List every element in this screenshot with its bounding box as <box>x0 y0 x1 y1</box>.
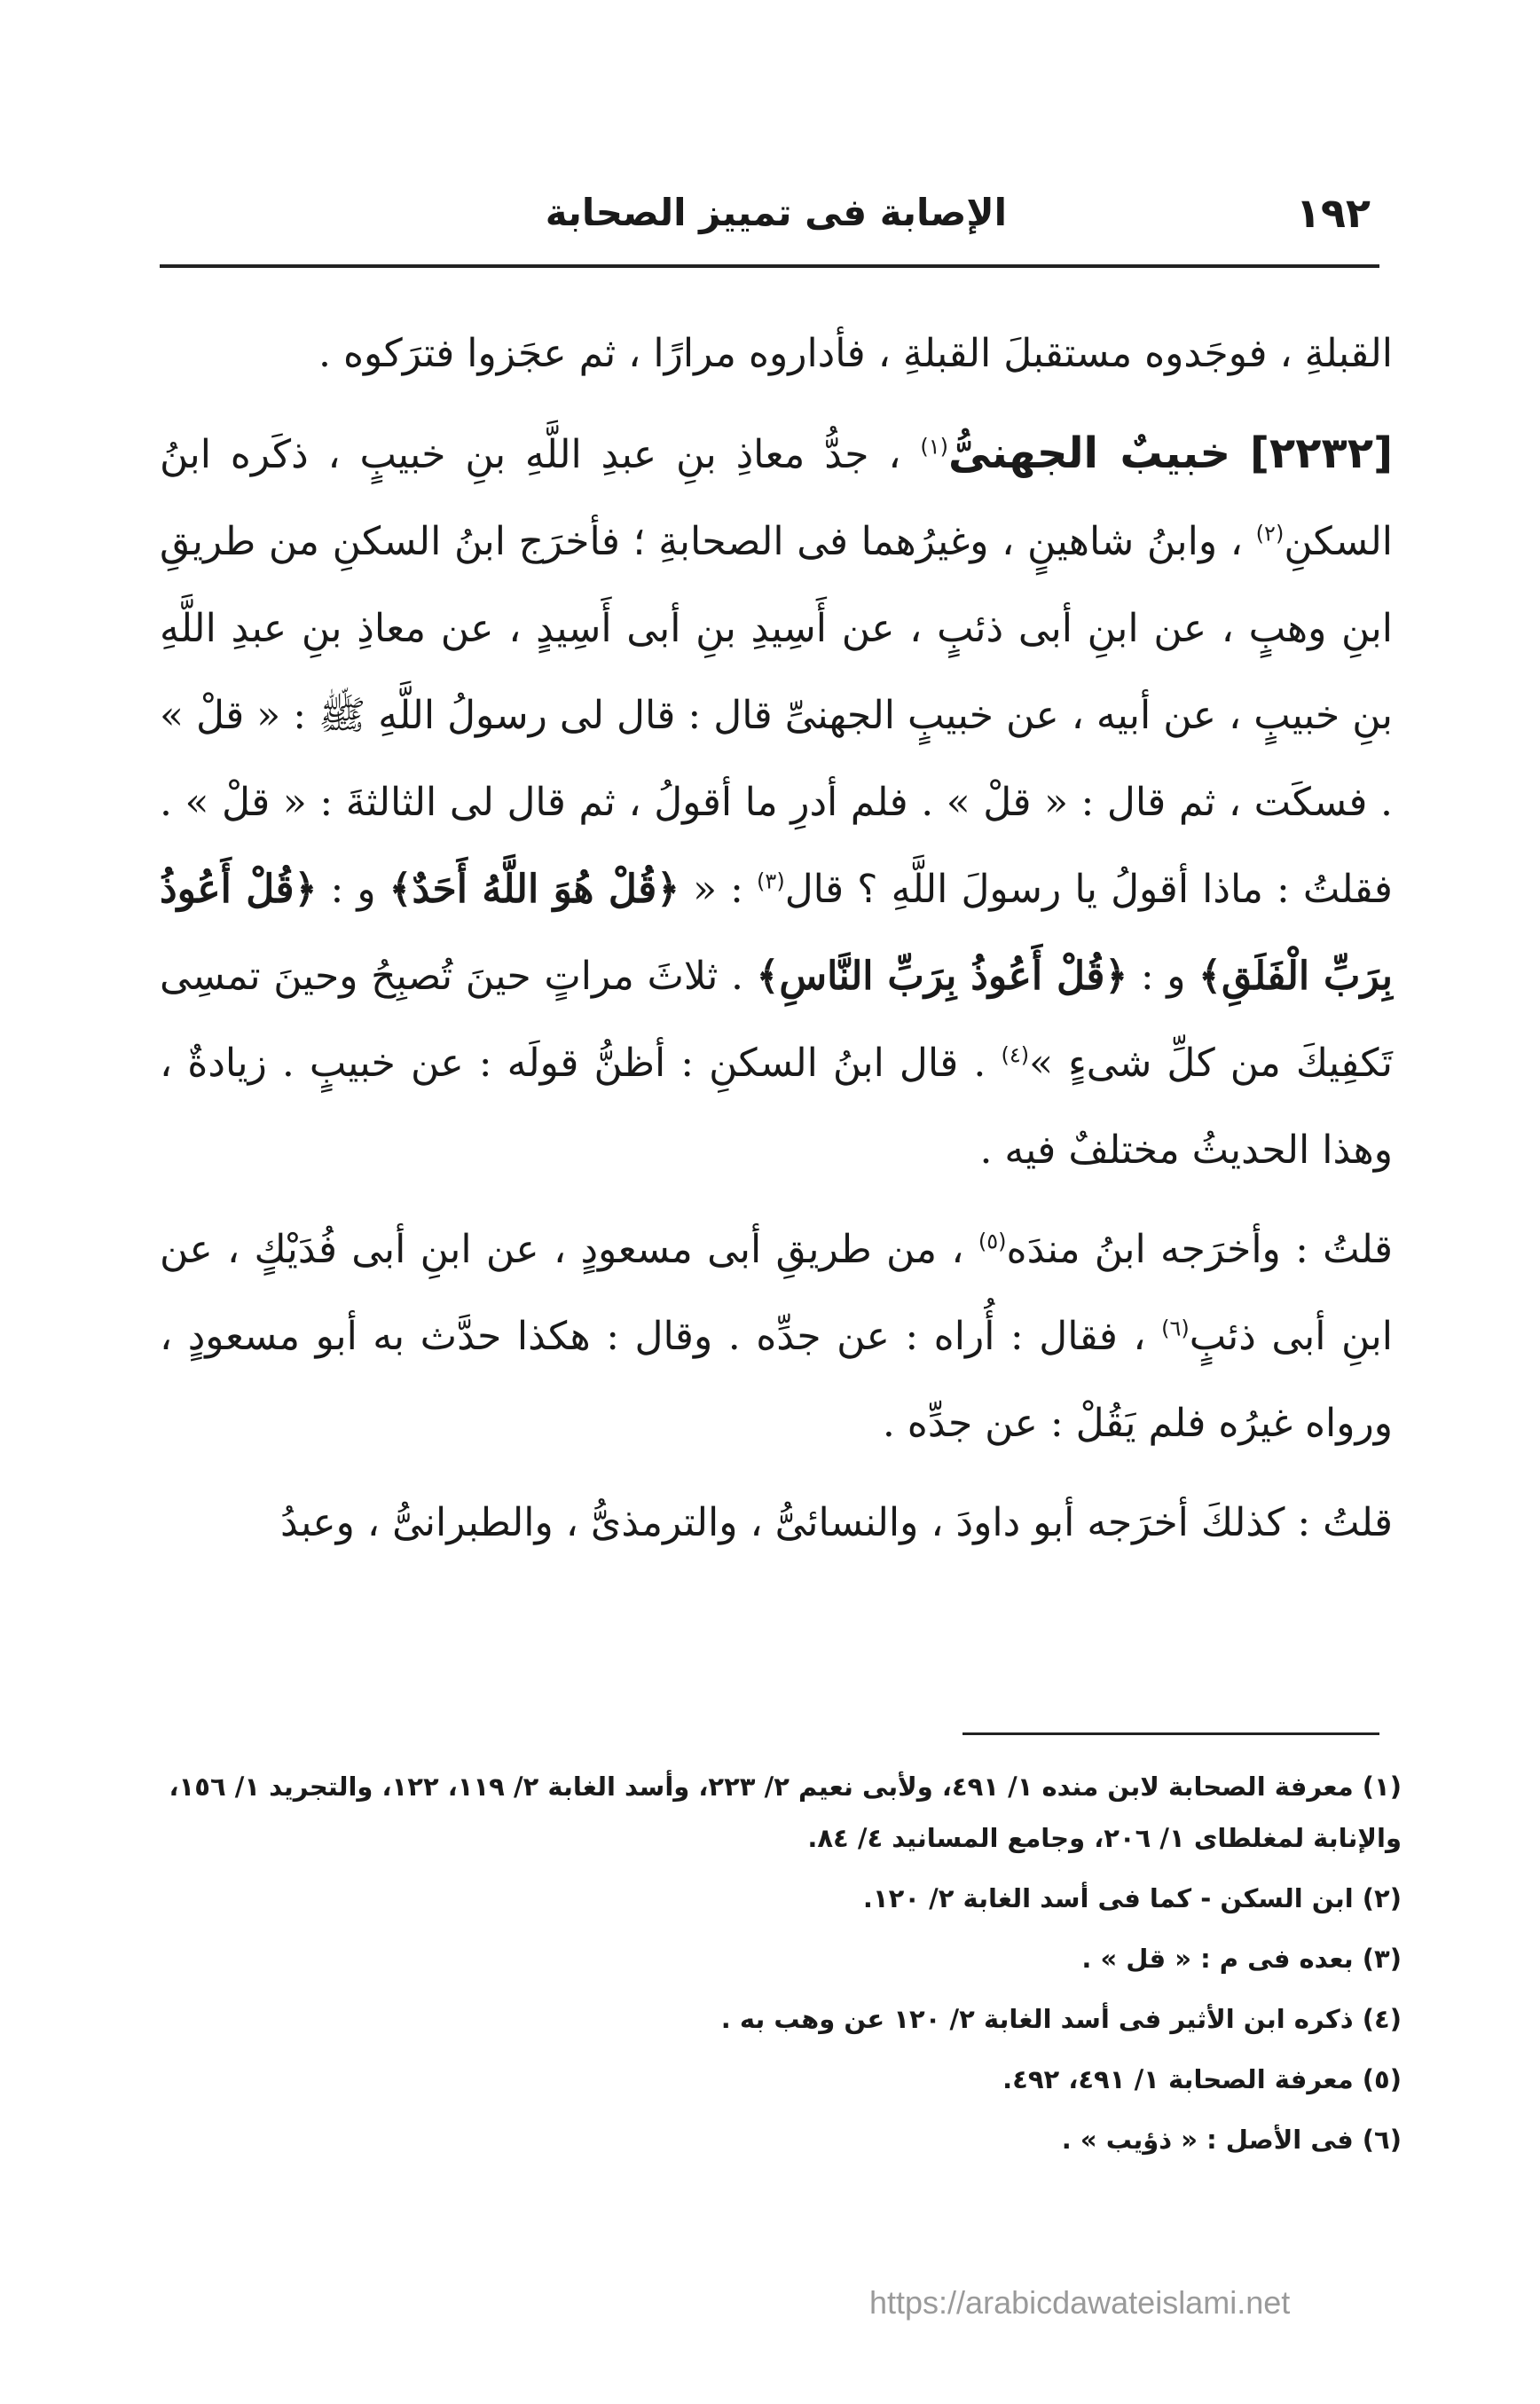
footnote-rule <box>962 1732 1379 1735</box>
footnote-1: (١) معرفة الصحابة لابن منده ١/ ٤٩١، ولأبى نعيم ٢/ ٢٢٣، وأسد الغابة ٢/ ١١٩، ١٢٢، والتجريد ١/ ١٥٦، والإنابة لمغلطاى ١/ ٢٠٦، وجامع المسانيد ٤/ ٨٤. <box>169 1772 1402 1853</box>
entry-name: خبيبٌ الجهنىُّ <box>948 428 1231 478</box>
footnote-3: (٣) بعده فى م : « قل » . <box>1081 1944 1402 1974</box>
paragraph-2-text-b: ، وابنُ شاهينٍ ، وغيرُهما فى الصحابةِ ؛ فأخرَج ابنُ السكنِ من طريقِ ابنِ وهبٍ ، عن ابنِ أبى ذئبٍ ، عن أَسِيدِ بنِ أبى أَسِيدٍ ، عن معاذِ بنِ عبدِ اللَّهِ بنِ خبيبٍ ، عن أبيه ، عن خبيبٍ الجهنىِّ قال : قال لى رسولُ اللَّهِ ﷺ : « قلْ » . فسكَت ، ثم قال : « قلْ » . فلم أدرِ ما أقولُ ، ثم قال لى الثالثةَ : « قلْ » . فقلتُ : ماذا أقولُ يا رسولَ اللَّهِ ؟ قال <box>160 519 1393 912</box>
paragraph-2 <box>160 410 1393 1194</box>
entry-number: [٢٢٣٢] <box>1249 428 1393 478</box>
watermark-url: https://arabicdawateislami.net <box>869 2284 1291 2321</box>
footnote-4: (٤) ذكره ابن الأثير فى أسد الغابة ٢/ ١٢٠ عن وهب به . <box>720 2004 1402 2034</box>
paragraph-2-text-c: : « <box>693 867 743 912</box>
paragraph-2-text-e: و : <box>1140 954 1186 999</box>
header-rule <box>160 264 1379 268</box>
paragraph-4: قلتُ : كذلكَ أخرَجه أبو داودَ ، والنسائىُّ ، والترمذىُّ ، والطبرانىُّ ، وعبدُ <box>280 1500 1393 1545</box>
page-number: ١٩٢ <box>1295 189 1371 237</box>
paragraph-2-text-a: ، جدُّ معاذِ بنِ عبدِ اللَّهِ بنِ خبيبٍ ، ذكَره ابنُ السكنِ <box>160 432 1393 564</box>
quran-verse-3: ﴿قُلْ أَعُوذُ بِرَبِّ النَّاسِ﴾ <box>756 954 1128 999</box>
footnote-ref-2: (٢) <box>1255 521 1285 546</box>
paragraph-2-text-f: . ثلاثَ مراتٍ حينَ تُصبِحُ وحينَ تمسِى تَكفِيكَ من كلِّ شىءٍ » <box>160 954 1393 1086</box>
paragraph-1: القبلةِ ، فوجَدوه مستقبلَ القبلةِ ، فأداروه مرارًا ، ثم عجَزوا فترَكوه . <box>318 331 1393 376</box>
running-title: الإصابة فى تمييز الصحابة <box>545 191 1007 234</box>
footnote-5: (٥) معرفة الصحابة ١/ ٤٩١، ٤٩٢. <box>1002 2064 1402 2094</box>
paragraph-2-text-g: . قال ابنُ السكنِ : أظنُّ قولَه : عن خبيبٍ . زيادةٌ ، وهذا الحديثُ مختلفٌ فيه . <box>160 1041 1393 1173</box>
main-text <box>160 310 1393 1579</box>
footnotes <box>160 1761 1402 2174</box>
footnote-6: (٦) فى الأصل : « ذؤيب » . <box>1061 2125 1402 2155</box>
paragraph-3-text-a: قلتُ : وأخرَجه ابنُ مندَه <box>1006 1227 1393 1272</box>
quran-verse-2: ﴿قُلْ أَعُوذُ بِرَبِّ الْفَلَقِ﴾ <box>160 867 1393 999</box>
footnote-ref-5: (٥) <box>978 1229 1007 1254</box>
footnote-ref-4: (٤) <box>1001 1042 1030 1068</box>
page-header <box>160 182 1371 253</box>
footnote-ref-6: (٦) <box>1161 1316 1190 1341</box>
paragraph-2-text-d: و : <box>330 867 376 912</box>
footnote-ref-3: (٣) <box>757 868 785 894</box>
footnote-ref-1: (١) <box>920 434 949 460</box>
paragraph-3 <box>160 1206 1393 1467</box>
paragraph-3-text-c: ، فقال : أُراه : عن جدِّه . وقال : هكذا حدَّث به أبو مسعودٍ ، ورواه غيرُه فلم يَقُلْ : عن جدِّه . <box>160 1314 1393 1446</box>
paragraph-3-text-b: ، من طريقِ أبى مسعودٍ ، عن ابنِ أبى فُدَيْكٍ ، عن ابنِ أبى ذئبٍ <box>160 1227 1393 1359</box>
footnote-2: (٢) ابن السكن - كما فى أسد الغابة ٢/ ١٢٠. <box>862 1883 1402 1913</box>
quran-verse-1: ﴿قُلْ هُوَ اللَّهُ أَحَدٌ﴾ <box>389 867 680 912</box>
